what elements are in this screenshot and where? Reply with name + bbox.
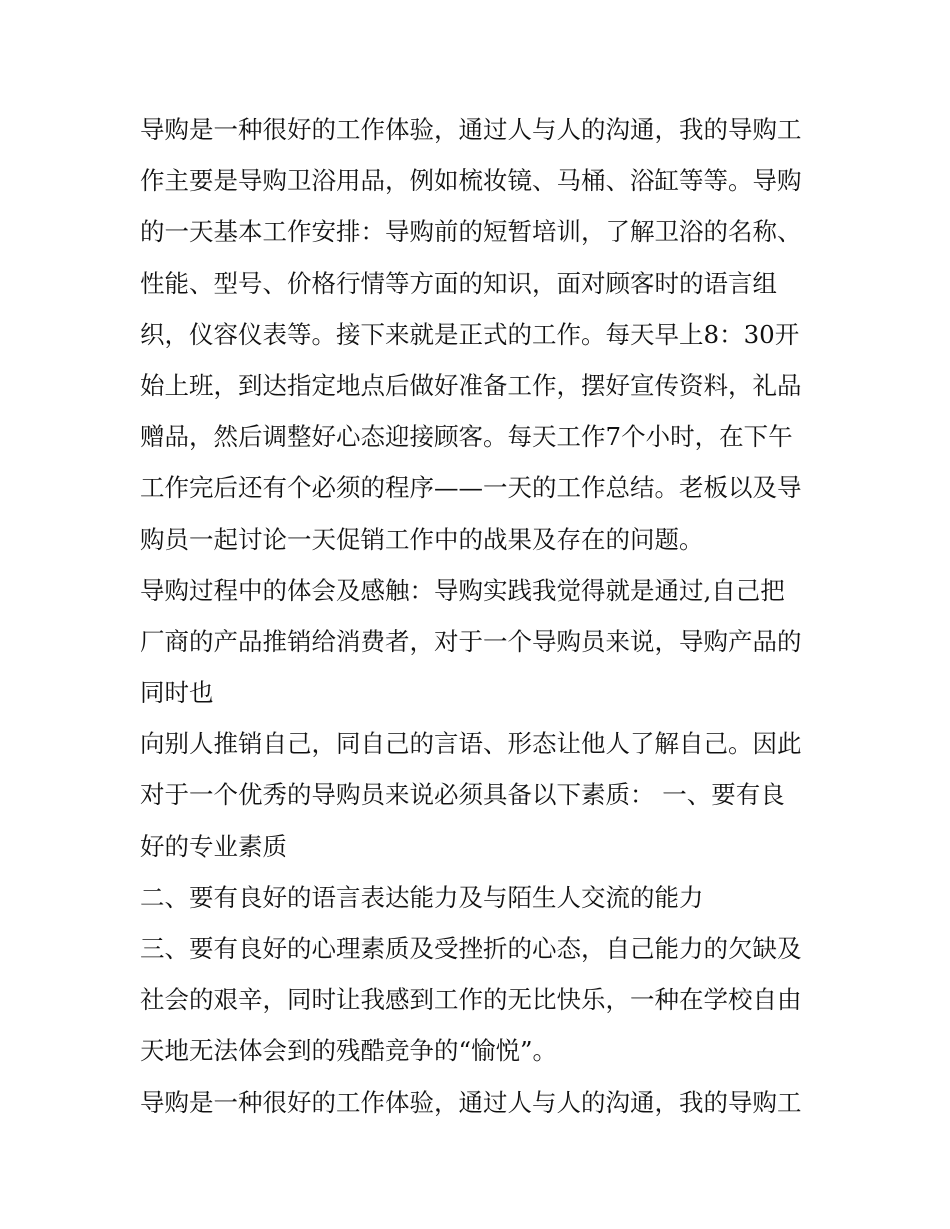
paragraph-work-overview [140,104,816,565]
text-line: 三、要有良好的心理素质及受挫折的心态，自己能力的欠缺及 [140,934,802,963]
paragraph-quality-three [140,923,816,1077]
text-line: 向别人推销自己，同自己的言语、形态让他人了解自己。因此 [140,729,802,759]
text-line: 的一天基本工作安排：导购前的短暂培训，了解卫浴的名称、 [140,217,802,247]
text-line: 工作完后还有个必须的程序——一天的工作总结。老板以及导 [140,473,802,503]
text-line: 导购过程中的体会及感触：导购实践我觉得就是通过,自己把 [140,575,785,605]
text-line: 购员一起讨论一天促销工作中的战果及存在的问题。 [140,524,704,554]
text-line: 厂商的产品推销给消费者，对于一个导购员来说，导购产品的 [140,626,802,656]
paragraph-experience [140,565,816,719]
text-line: 好的专业素质 [140,831,287,861]
text-line: 导购是一种很好的工作体验，通过人与人的沟通，我的导购工 [140,115,802,144]
text-line: 对于一个优秀的导购员来说必须具备以下素质： 一、要有良 [140,780,785,810]
text-line: 性能、型号、价格行情等方面的知识，面对顾客时的语言组 [140,268,777,298]
text-line: 天地无法体会到的残酷竞争的“愉悦”。 [140,1036,558,1066]
document-body [140,104,816,1128]
text-line: 始上班，到达指定地点后做好准备工作，摆好宣传资料，礼品 [140,370,802,400]
text-line: 二、要有良好的语言表达能力及与陌生人交流的能力 [140,882,704,912]
text-line: 织，仪容仪表等。接下来就是正式的工作。每天早上8：30开 [140,319,800,349]
text-line: 赠品，然后调整好心态迎接顾客。每天工作7个小时，在下午 [140,422,793,452]
text-line: 社会的艰辛，同时让我感到工作的无比快乐，一种在学校自由 [140,985,802,1015]
paragraph-self-promotion [140,718,816,872]
text-line: 作主要是导购卫浴用品，例如梳妆镜、马桶、浴缸等等。导购 [140,166,802,196]
paragraph-repeat-intro [140,1077,816,1128]
paragraph-quality-two [140,872,816,923]
text-line: 同时也 [140,678,214,708]
text-line: 导购是一种很好的工作体验，通过人与人的沟通，我的导购工 [140,1087,802,1117]
